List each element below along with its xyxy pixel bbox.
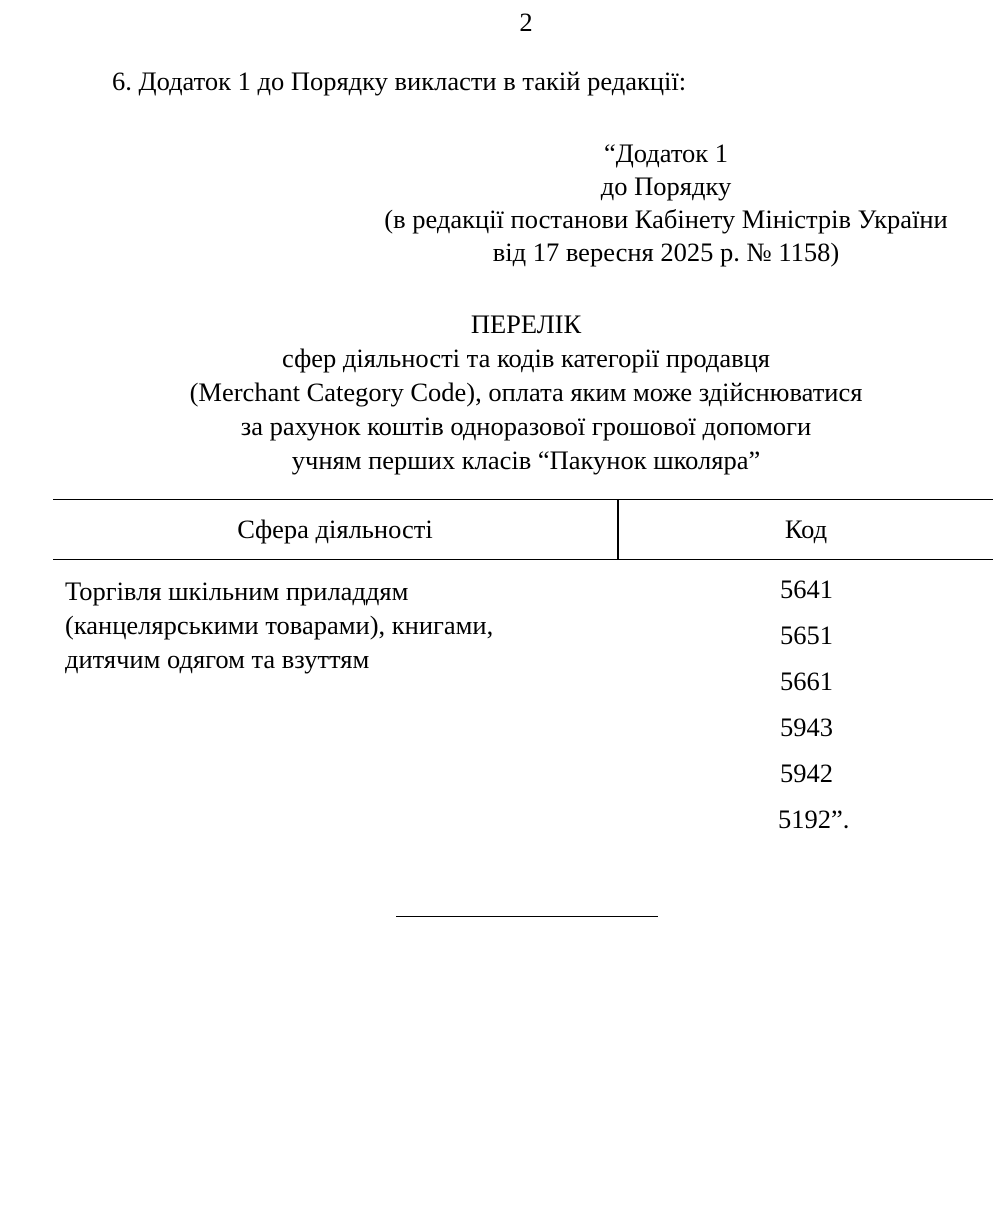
title-line: (Merchant Category Code), оплата яким може здійснюватися xyxy=(189,377,863,407)
title-line: сфер діяльності та кодів категорії продавця xyxy=(282,343,770,373)
sphere-line: (канцелярськими товарами), книгами, xyxy=(65,610,494,640)
document-title xyxy=(0,308,993,478)
annex-header-line: до Порядку xyxy=(600,171,732,201)
mcc-code: 5641 xyxy=(780,574,833,604)
mcc-code: 5192”. xyxy=(778,804,850,834)
column-header-code: Код xyxy=(784,514,828,544)
mcc-code: 5943 xyxy=(780,712,833,742)
mcc-code: 5651 xyxy=(780,620,833,650)
annex-header-line: “Додаток 1 xyxy=(603,138,729,168)
table-header xyxy=(53,499,993,560)
title-line: учням перших класів “Пакунок школяра” xyxy=(291,445,761,475)
column-header-sphere: Сфера діяльності xyxy=(237,514,433,544)
annex-header xyxy=(340,137,992,269)
closing-separator-line xyxy=(396,916,658,917)
amendment-paragraph: 6. Додаток 1 до Порядку викласти в такій редакції: xyxy=(112,66,687,96)
annex-header-line: (в редакції постанови Кабінету Міністрів України xyxy=(384,204,948,234)
mcc-code: 5942 xyxy=(780,758,833,788)
title-line: ПЕРЕЛІК xyxy=(470,309,582,339)
mcc-code: 5661 xyxy=(780,666,833,696)
sphere-line: дитячим одягом та взуттям xyxy=(65,644,370,674)
page-number: 2 xyxy=(519,7,533,37)
table-cell-sphere xyxy=(65,574,585,676)
annex-header-line: від 17 вересня 2025 р. № 1158) xyxy=(492,237,840,267)
sphere-line: Торгівля шкільним приладдям xyxy=(65,576,409,606)
title-line: за рахунок коштів одноразової грошової допомоги xyxy=(240,411,812,441)
table-cell-codes xyxy=(740,573,900,849)
